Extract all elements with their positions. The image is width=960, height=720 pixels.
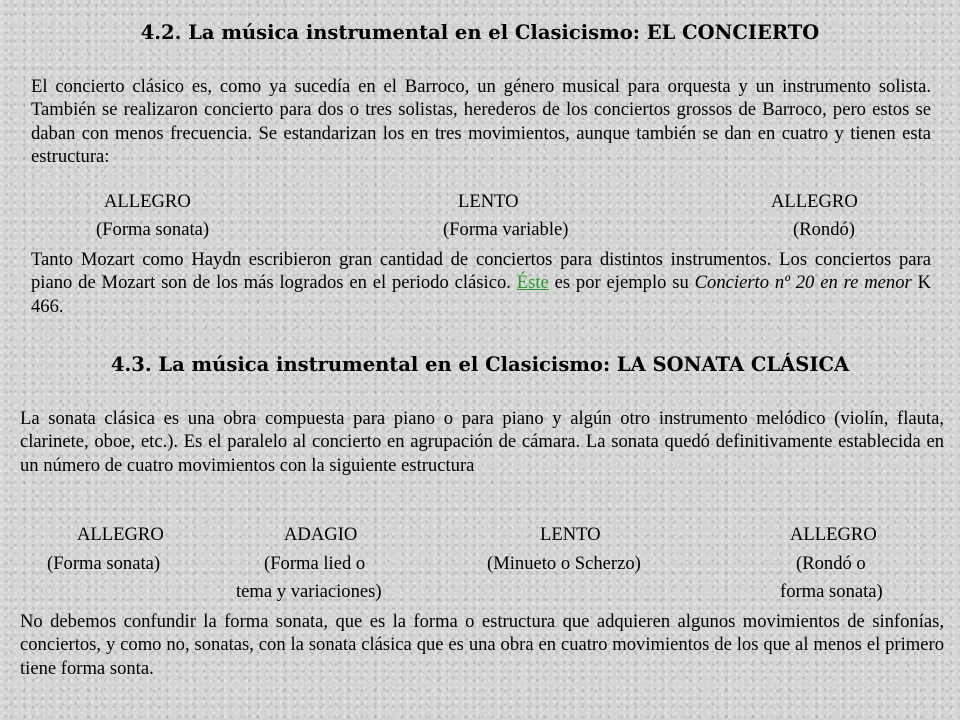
- sonata-movement-2-tempo: ADAGIO: [284, 524, 358, 545]
- section-heading-concierto: 4.2. La música instrumental en el Clasicismo: EL CONCIERTO: [140, 21, 820, 44]
- sonata-movement-3-form: (Minueto o Scherzo): [487, 553, 641, 574]
- sonata-movement-2-form-line2: tema y variaciones): [236, 581, 382, 602]
- sonata-movement-2-form-line1: (Forma lied o: [264, 553, 366, 574]
- section-heading-sonata: 4.3. La música instrumental en el Clasicismo: LA SONATA CLÁSICA: [110, 353, 850, 376]
- concierto-movement-3-form: (Rondó): [793, 219, 855, 240]
- sonata-closing-paragraph: No debemos confundir la forma sonata, que es la forma o estructura que adquieren algunos movimientos de sinfonías, conciertos, y como no, sonatas, con la sonata clásica que es una obra en cuatro movimientos de los que al menos el primero tiene forma sonta.: [20, 611, 944, 679]
- concierto-movement-2-form: (Forma variable): [443, 219, 569, 240]
- sonata-movement-1-form: (Forma sonata): [47, 553, 161, 574]
- concierto-after-link-text: es por ejemplo su: [548, 272, 695, 294]
- sonata-intro-paragraph: La sonata clásica es una obra compuesta para piano o para piano y algún otro instrumento melódico (violín, flauta, clarinete, oboe, etc.). Es el paralelo al concierto en agrupación de cámara. La sonata quedó definitivamente establecida en un número de cuatro movimientos con la siguiente estructura: [20, 408, 944, 476]
- concierto-movement-1-tempo: ALLEGRO: [104, 191, 191, 212]
- concierto-movement-1-form: (Forma sonata): [96, 219, 210, 240]
- concierto-movement-2-tempo: LENTO: [458, 191, 519, 212]
- concierto-intro-paragraph: El concierto clásico es, como ya sucedía en el Barroco, un género musical para orquesta y un instrumento solista. También se realizaron concierto para dos o tres solistas, herederos de los conciertos grossos de Barroco, pero estos se daban con menos frecuencia. Se estandarizan los en tres movimientos, aunque también se dan en cuatro y tienen esta estructura:: [31, 76, 931, 167]
- sonata-movement-1-tempo: ALLEGRO: [77, 524, 164, 545]
- concierto-closing-paragraph: [31, 248, 931, 318]
- sonata-movement-3-tempo: LENTO: [540, 524, 601, 545]
- sonata-movement-4-form-line2: forma sonata): [780, 581, 883, 602]
- concierto-closing-text: Tanto Mozart como Haydn escribieron gran cantidad de conciertos para distintos instrumentos. Los conciertos para piano de Mozart son de los más logrados en el periodo clásico.: [31, 249, 931, 294]
- mozart-concerto-link[interactable]: Éste: [516, 272, 549, 294]
- work-title: Concierto nº 20 en re menor: [694, 272, 912, 294]
- work-catalog-number: K 466.: [31, 272, 932, 317]
- concierto-movement-3-tempo: ALLEGRO: [771, 191, 858, 212]
- sonata-movement-4-form-line1: (Rondó o: [796, 553, 866, 574]
- sonata-movement-4-tempo: ALLEGRO: [790, 524, 877, 545]
